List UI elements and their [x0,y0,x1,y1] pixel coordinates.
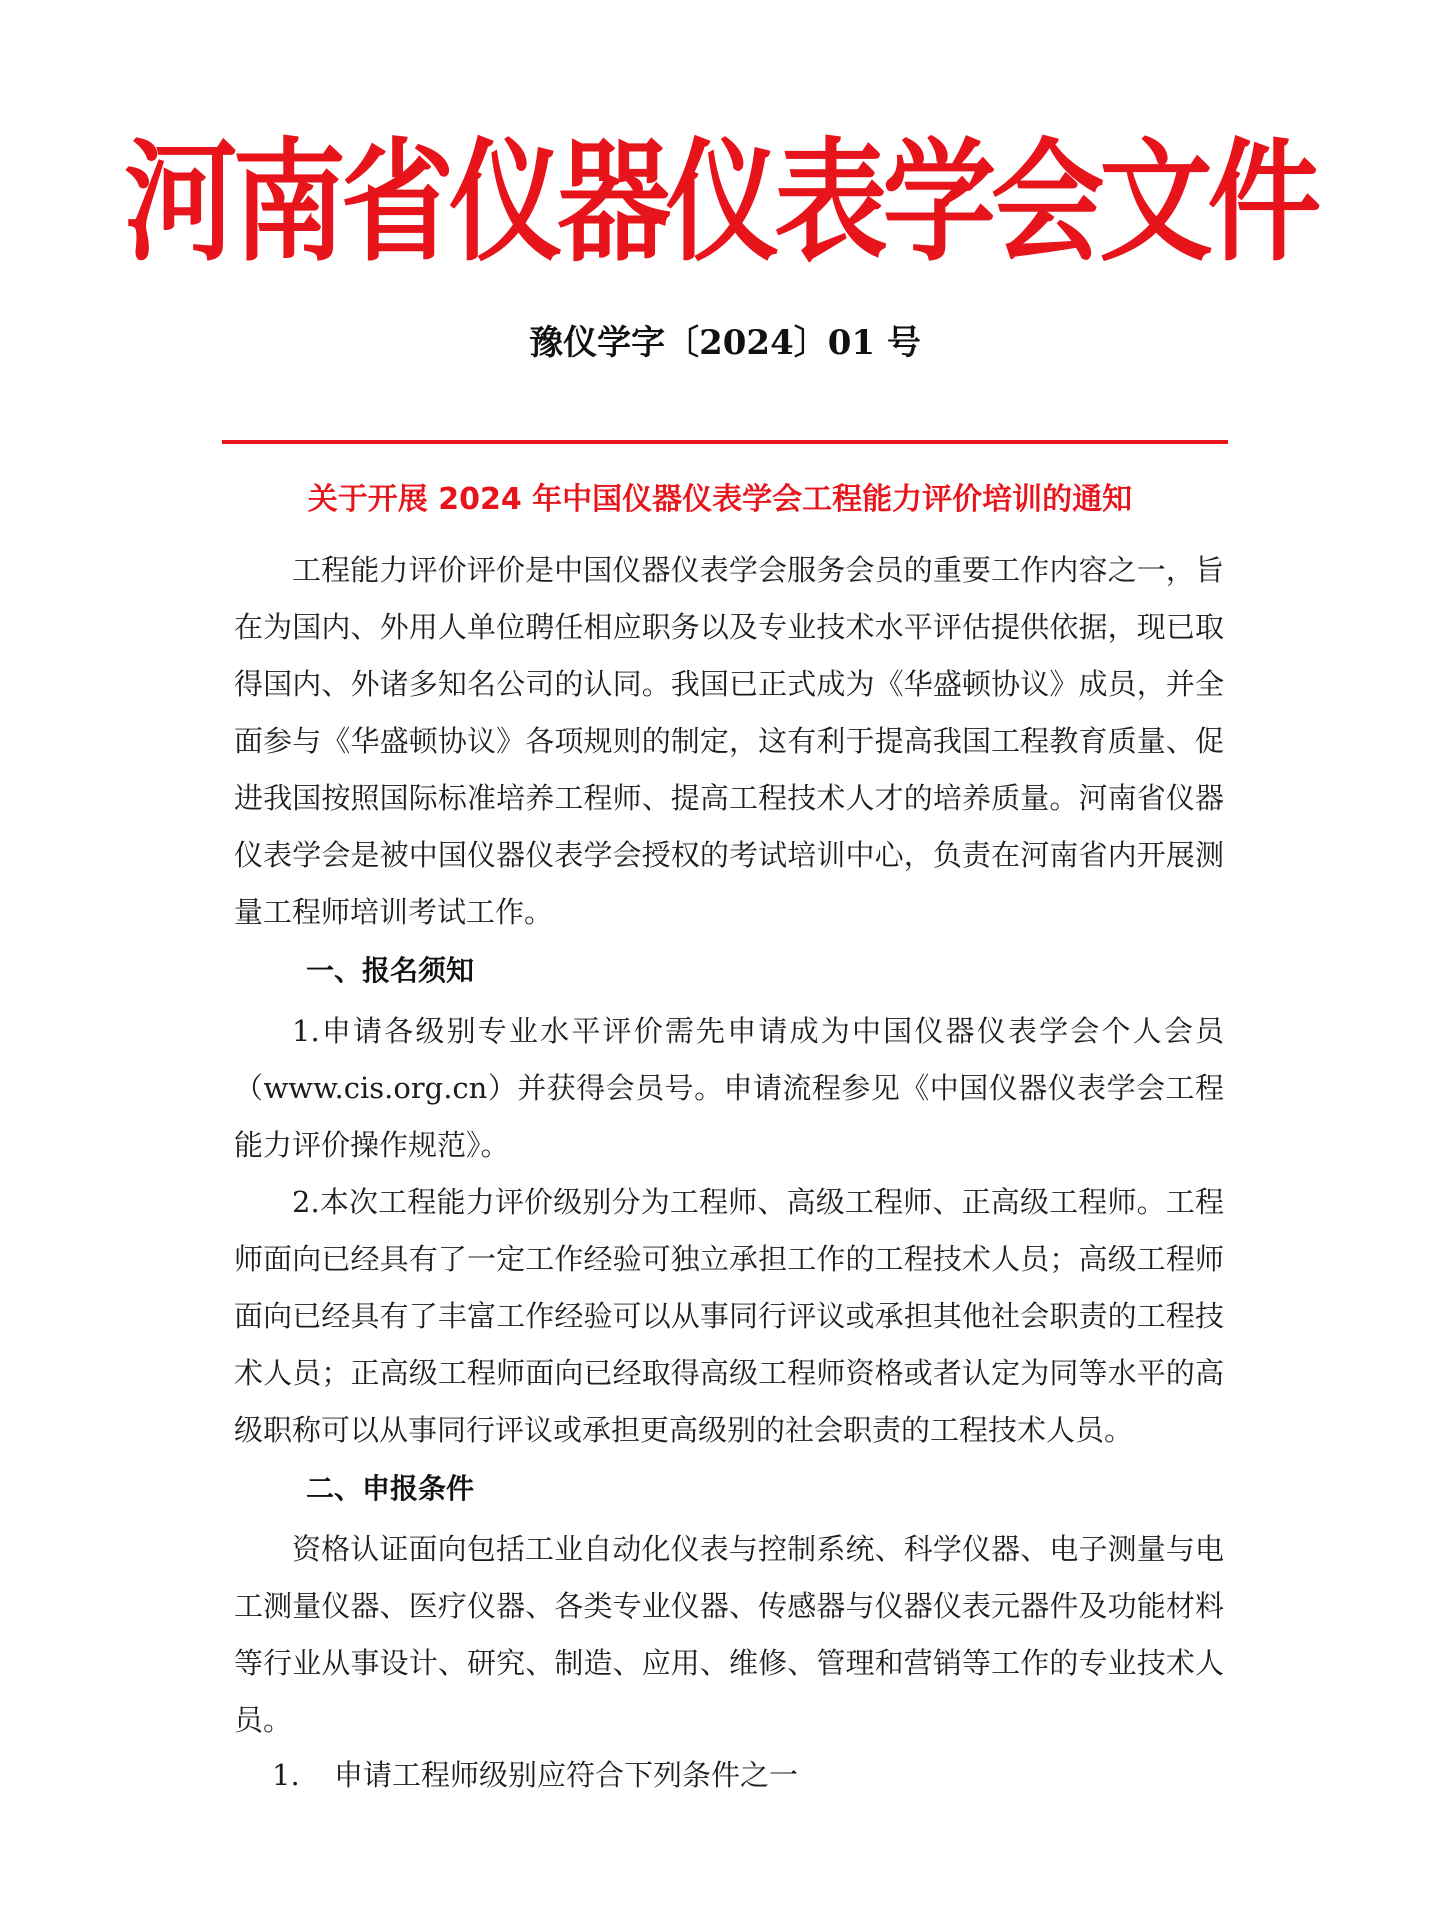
conditions-intro: 资格认证面向包括工业自动化仪表与控制系统、科学仪器、电子测量与电工测量仪器、医疗仪器、各类专业仪器、传感器与仪器仪表元器件及功能材料等行业从事设计、研究、制造、应用、维修、管理和营销等工作的专业技术人员。 [234,1532,1224,1737]
intro-paragraph-block [234,542,1224,941]
intro-paragraph: 工程能力评价评价是中国仪器仪表学会服务会员的重要工作内容之一，旨在为国内、外用人单位聘任相应职务以及专业技术水平评估提供依据，现已取得国内、外诸多知名公司的认同。我国已正式成为《华盛顿协议》成员，并全面参与《华盛顿协议》各项规则的制定，这有利于提高我国工程教育质量、促进我国按照国际标准培养工程师、提高工程技术人才的培养质量。河南省仪器仪表学会是被中国仪器仪表学会授权的考试培训中心，负责在河南省内开展测量工程师培训考试工作。 [234,553,1224,929]
document-masthead: 河南省仪器仪表学会文件 [124,126,1316,280]
registration-item-2-block [234,1174,1224,1459]
red-divider-line [222,440,1228,444]
document-number: 豫仪学字〔2024〕01 号 [529,323,921,363]
conditions-intro-block [234,1521,1224,1749]
list-item-text: 申请工程师级别应符合下列条件之一 [334,1758,799,1792]
registration-item-1: 1.申请各级别专业水平评价需先申请成为中国仪器仪表学会个人会员（www.cis.org.cn）并获得会员号。申请流程参见《中国仪器仪表学会工程能力评价操作规范》。 [234,1014,1224,1162]
section-heading-registration: 一、报名须知 [306,954,475,987]
registration-item-1-block [234,1003,1224,1174]
notice-title: 关于开展 2024 年中国仪器仪表学会工程能力评价培训的通知 [307,482,1133,517]
list-item-number: 1. [272,1758,300,1792]
conditions-list-item [272,1750,798,1800]
registration-item-2: 2.本次工程能力评价级别分为工程师、高级工程师、正高级工程师。工程师面向已经具有了一定工作经验可独立承担工作的工程技术人员；高级工程师面向已经具有了丰富工作经验可以从事同行评议或承担其他社会职责的工程技术人员；正高级工程师面向已经取得高级工程师资格或者认定为同等水平的高级职称可以从事同行评议或承担更高级别的社会职责的工程技术人员。 [234,1185,1224,1447]
section-heading-conditions: 二、申报条件 [306,1472,475,1505]
